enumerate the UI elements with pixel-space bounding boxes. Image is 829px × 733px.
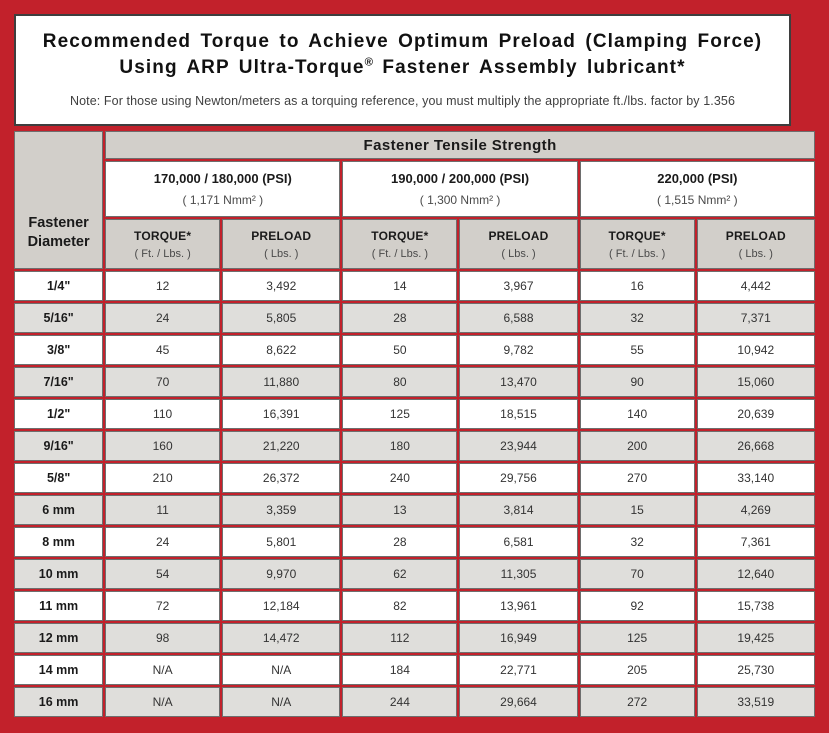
value-cell: 4,269 bbox=[697, 495, 815, 525]
fastener-diameter-header: Fastener Diameter bbox=[14, 131, 103, 269]
diameter-cell: 1/4" bbox=[14, 271, 103, 301]
nmm-label: ( 1,515 Nmm² ) bbox=[657, 193, 738, 207]
table-row bbox=[14, 431, 815, 461]
value-cell: 55 bbox=[580, 335, 695, 365]
table-row bbox=[14, 527, 815, 557]
preload-label: PRELOAD bbox=[488, 228, 549, 243]
table-body bbox=[14, 271, 815, 717]
value-cell: 240 bbox=[342, 463, 457, 493]
torque-unit: ( Ft. / Lbs. ) bbox=[609, 247, 666, 260]
value-cell: 72 bbox=[105, 591, 220, 621]
torque-unit: ( Ft. / Lbs. ) bbox=[371, 247, 428, 260]
value-cell: 3,814 bbox=[459, 495, 577, 525]
preload-unit: ( Lbs. ) bbox=[264, 247, 299, 260]
value-cell: 90 bbox=[580, 367, 695, 397]
value-cell: 13,961 bbox=[459, 591, 577, 621]
table-row bbox=[14, 367, 815, 397]
value-cell: 3,359 bbox=[222, 495, 340, 525]
value-cell: 28 bbox=[342, 303, 457, 333]
value-cell: 62 bbox=[342, 559, 457, 589]
psi-group-190-200 bbox=[342, 161, 577, 217]
value-cell: N/A bbox=[105, 687, 220, 717]
value-cell: 25,730 bbox=[697, 655, 815, 685]
preload-column-header bbox=[697, 219, 815, 269]
preload-column-header bbox=[222, 219, 340, 269]
diameter-cell: 7/16" bbox=[14, 367, 103, 397]
value-cell: 29,664 bbox=[459, 687, 577, 717]
value-cell: 180 bbox=[342, 431, 457, 461]
torque-column-header bbox=[105, 219, 220, 269]
diameter-cell: 11 mm bbox=[14, 591, 103, 621]
psi-group-220 bbox=[580, 161, 815, 217]
table-row bbox=[14, 591, 815, 621]
psi-label: 220,000 (PSI) bbox=[657, 171, 738, 186]
torque-preload-header-row bbox=[14, 219, 815, 269]
preload-label: PRELOAD bbox=[251, 228, 312, 243]
value-cell: 7,371 bbox=[697, 303, 815, 333]
value-cell: 244 bbox=[342, 687, 457, 717]
torque-unit: ( Ft. / Lbs. ) bbox=[134, 247, 191, 260]
value-cell: 19,425 bbox=[697, 623, 815, 653]
value-cell: 110 bbox=[105, 399, 220, 429]
value-cell: 125 bbox=[342, 399, 457, 429]
table-row bbox=[14, 495, 815, 525]
value-cell: 125 bbox=[580, 623, 695, 653]
title-line-2-text-end: Fastener Assembly lubricant* bbox=[372, 56, 686, 78]
diameter-cell: 6 mm bbox=[14, 495, 103, 525]
registered-trademark-symbol: ® bbox=[364, 56, 373, 69]
value-cell: 23,944 bbox=[459, 431, 577, 461]
preload-unit: ( Lbs. ) bbox=[738, 247, 773, 260]
torque-label: TORQUE* bbox=[371, 228, 429, 243]
table-row bbox=[14, 335, 815, 365]
diameter-cell: 8 mm bbox=[14, 527, 103, 557]
value-cell: 26,372 bbox=[222, 463, 340, 493]
value-cell: 200 bbox=[580, 431, 695, 461]
tensile-strength-row bbox=[14, 131, 815, 159]
value-cell: 205 bbox=[580, 655, 695, 685]
value-cell: 12 bbox=[105, 271, 220, 301]
value-cell: 160 bbox=[105, 431, 220, 461]
value-cell: 18,515 bbox=[459, 399, 577, 429]
value-cell: 210 bbox=[105, 463, 220, 493]
value-cell: 5,801 bbox=[222, 527, 340, 557]
value-cell: 140 bbox=[580, 399, 695, 429]
newton-meters-note: Note: For those using Newton/meters as a torquing reference, you must multiply the appropriate ft./lbs. factor by 1.356 bbox=[69, 94, 735, 109]
value-cell: 29,756 bbox=[459, 463, 577, 493]
value-cell: 22,771 bbox=[459, 655, 577, 685]
nmm-label: ( 1,300 Nmm² ) bbox=[419, 193, 501, 207]
value-cell: 10,942 bbox=[697, 335, 815, 365]
value-cell: 112 bbox=[342, 623, 457, 653]
preload-unit: ( Lbs. ) bbox=[501, 247, 536, 260]
value-cell: 16,949 bbox=[459, 623, 577, 653]
table-row bbox=[14, 271, 815, 301]
value-cell: 4,442 bbox=[697, 271, 815, 301]
value-cell: 6,588 bbox=[459, 303, 577, 333]
title-panel bbox=[14, 14, 791, 126]
value-cell: 8,622 bbox=[222, 335, 340, 365]
diameter-cell: 9/16" bbox=[14, 431, 103, 461]
diameter-cell: 5/8" bbox=[14, 463, 103, 493]
preload-column-header bbox=[459, 219, 577, 269]
diameter-cell: 3/8" bbox=[14, 335, 103, 365]
torque-preload-table bbox=[12, 129, 817, 719]
nmm-label: ( 1,171 Nmm² ) bbox=[182, 193, 264, 207]
table-row bbox=[14, 655, 815, 685]
value-cell: 70 bbox=[105, 367, 220, 397]
preload-label: PRELOAD bbox=[725, 228, 786, 243]
diameter-cell: 5/16" bbox=[14, 303, 103, 333]
value-cell: 14,472 bbox=[222, 623, 340, 653]
value-cell: 15,060 bbox=[697, 367, 815, 397]
torque-label: TORQUE* bbox=[608, 228, 666, 243]
table-row bbox=[14, 687, 815, 717]
page-title-line-2 bbox=[16, 55, 789, 81]
torque-column-header bbox=[580, 219, 695, 269]
value-cell: 12,184 bbox=[222, 591, 340, 621]
value-cell: 5,805 bbox=[222, 303, 340, 333]
value-cell: 184 bbox=[342, 655, 457, 685]
value-cell: 32 bbox=[580, 303, 695, 333]
value-cell: 11,880 bbox=[222, 367, 340, 397]
value-cell: 11,305 bbox=[459, 559, 577, 589]
table-row bbox=[14, 623, 815, 653]
value-cell: 7,361 bbox=[697, 527, 815, 557]
value-cell: 16,391 bbox=[222, 399, 340, 429]
value-cell: 24 bbox=[105, 303, 220, 333]
diameter-cell: 14 mm bbox=[14, 655, 103, 685]
value-cell: 3,492 bbox=[222, 271, 340, 301]
value-cell: 70 bbox=[580, 559, 695, 589]
value-cell: 6,581 bbox=[459, 527, 577, 557]
table-row bbox=[14, 559, 815, 589]
value-cell: 45 bbox=[105, 335, 220, 365]
value-cell: 33,140 bbox=[697, 463, 815, 493]
value-cell: N/A bbox=[105, 655, 220, 685]
value-cell: 82 bbox=[342, 591, 457, 621]
value-cell: N/A bbox=[222, 655, 340, 685]
diameter-cell: 12 mm bbox=[14, 623, 103, 653]
table-row bbox=[14, 303, 815, 333]
value-cell: 13,470 bbox=[459, 367, 577, 397]
value-cell: 80 bbox=[342, 367, 457, 397]
torque-column-header bbox=[342, 219, 457, 269]
value-cell: 28 bbox=[342, 527, 457, 557]
torque-label: TORQUE* bbox=[134, 228, 192, 243]
psi-group-170-180 bbox=[105, 161, 340, 217]
fastener-tensile-strength-header: Fastener Tensile Strength bbox=[105, 131, 815, 159]
value-cell: 12,640 bbox=[697, 559, 815, 589]
psi-label: 190,000 / 200,000 (PSI) bbox=[391, 171, 530, 186]
diameter-cell: 10 mm bbox=[14, 559, 103, 589]
value-cell: 15,738 bbox=[697, 591, 815, 621]
table-row bbox=[14, 463, 815, 493]
value-cell: 32 bbox=[580, 527, 695, 557]
value-cell: 98 bbox=[105, 623, 220, 653]
value-cell: 3,967 bbox=[459, 271, 577, 301]
value-cell: 33,519 bbox=[697, 687, 815, 717]
diameter-cell: 16 mm bbox=[14, 687, 103, 717]
value-cell: 14 bbox=[342, 271, 457, 301]
value-cell: 9,970 bbox=[222, 559, 340, 589]
page-title-line-1: Recommended Torque to Achieve Optimum Preload (Clamping Force) bbox=[42, 31, 763, 52]
value-cell: N/A bbox=[222, 687, 340, 717]
value-cell: 272 bbox=[580, 687, 695, 717]
value-cell: 24 bbox=[105, 527, 220, 557]
psi-label: 170,000 / 180,000 (PSI) bbox=[153, 171, 292, 186]
value-cell: 13 bbox=[342, 495, 457, 525]
psi-group-row bbox=[14, 161, 815, 217]
title-line-2-text: Using ARP Ultra-Torque bbox=[119, 56, 365, 78]
diameter-cell: 1/2" bbox=[14, 399, 103, 429]
table-row bbox=[14, 399, 815, 429]
value-cell: 54 bbox=[105, 559, 220, 589]
value-cell: 26,668 bbox=[697, 431, 815, 461]
value-cell: 50 bbox=[342, 335, 457, 365]
value-cell: 92 bbox=[580, 591, 695, 621]
value-cell: 11 bbox=[105, 495, 220, 525]
value-cell: 20,639 bbox=[697, 399, 815, 429]
value-cell: 16 bbox=[580, 271, 695, 301]
value-cell: 270 bbox=[580, 463, 695, 493]
value-cell: 9,782 bbox=[459, 335, 577, 365]
value-cell: 15 bbox=[580, 495, 695, 525]
value-cell: 21,220 bbox=[222, 431, 340, 461]
